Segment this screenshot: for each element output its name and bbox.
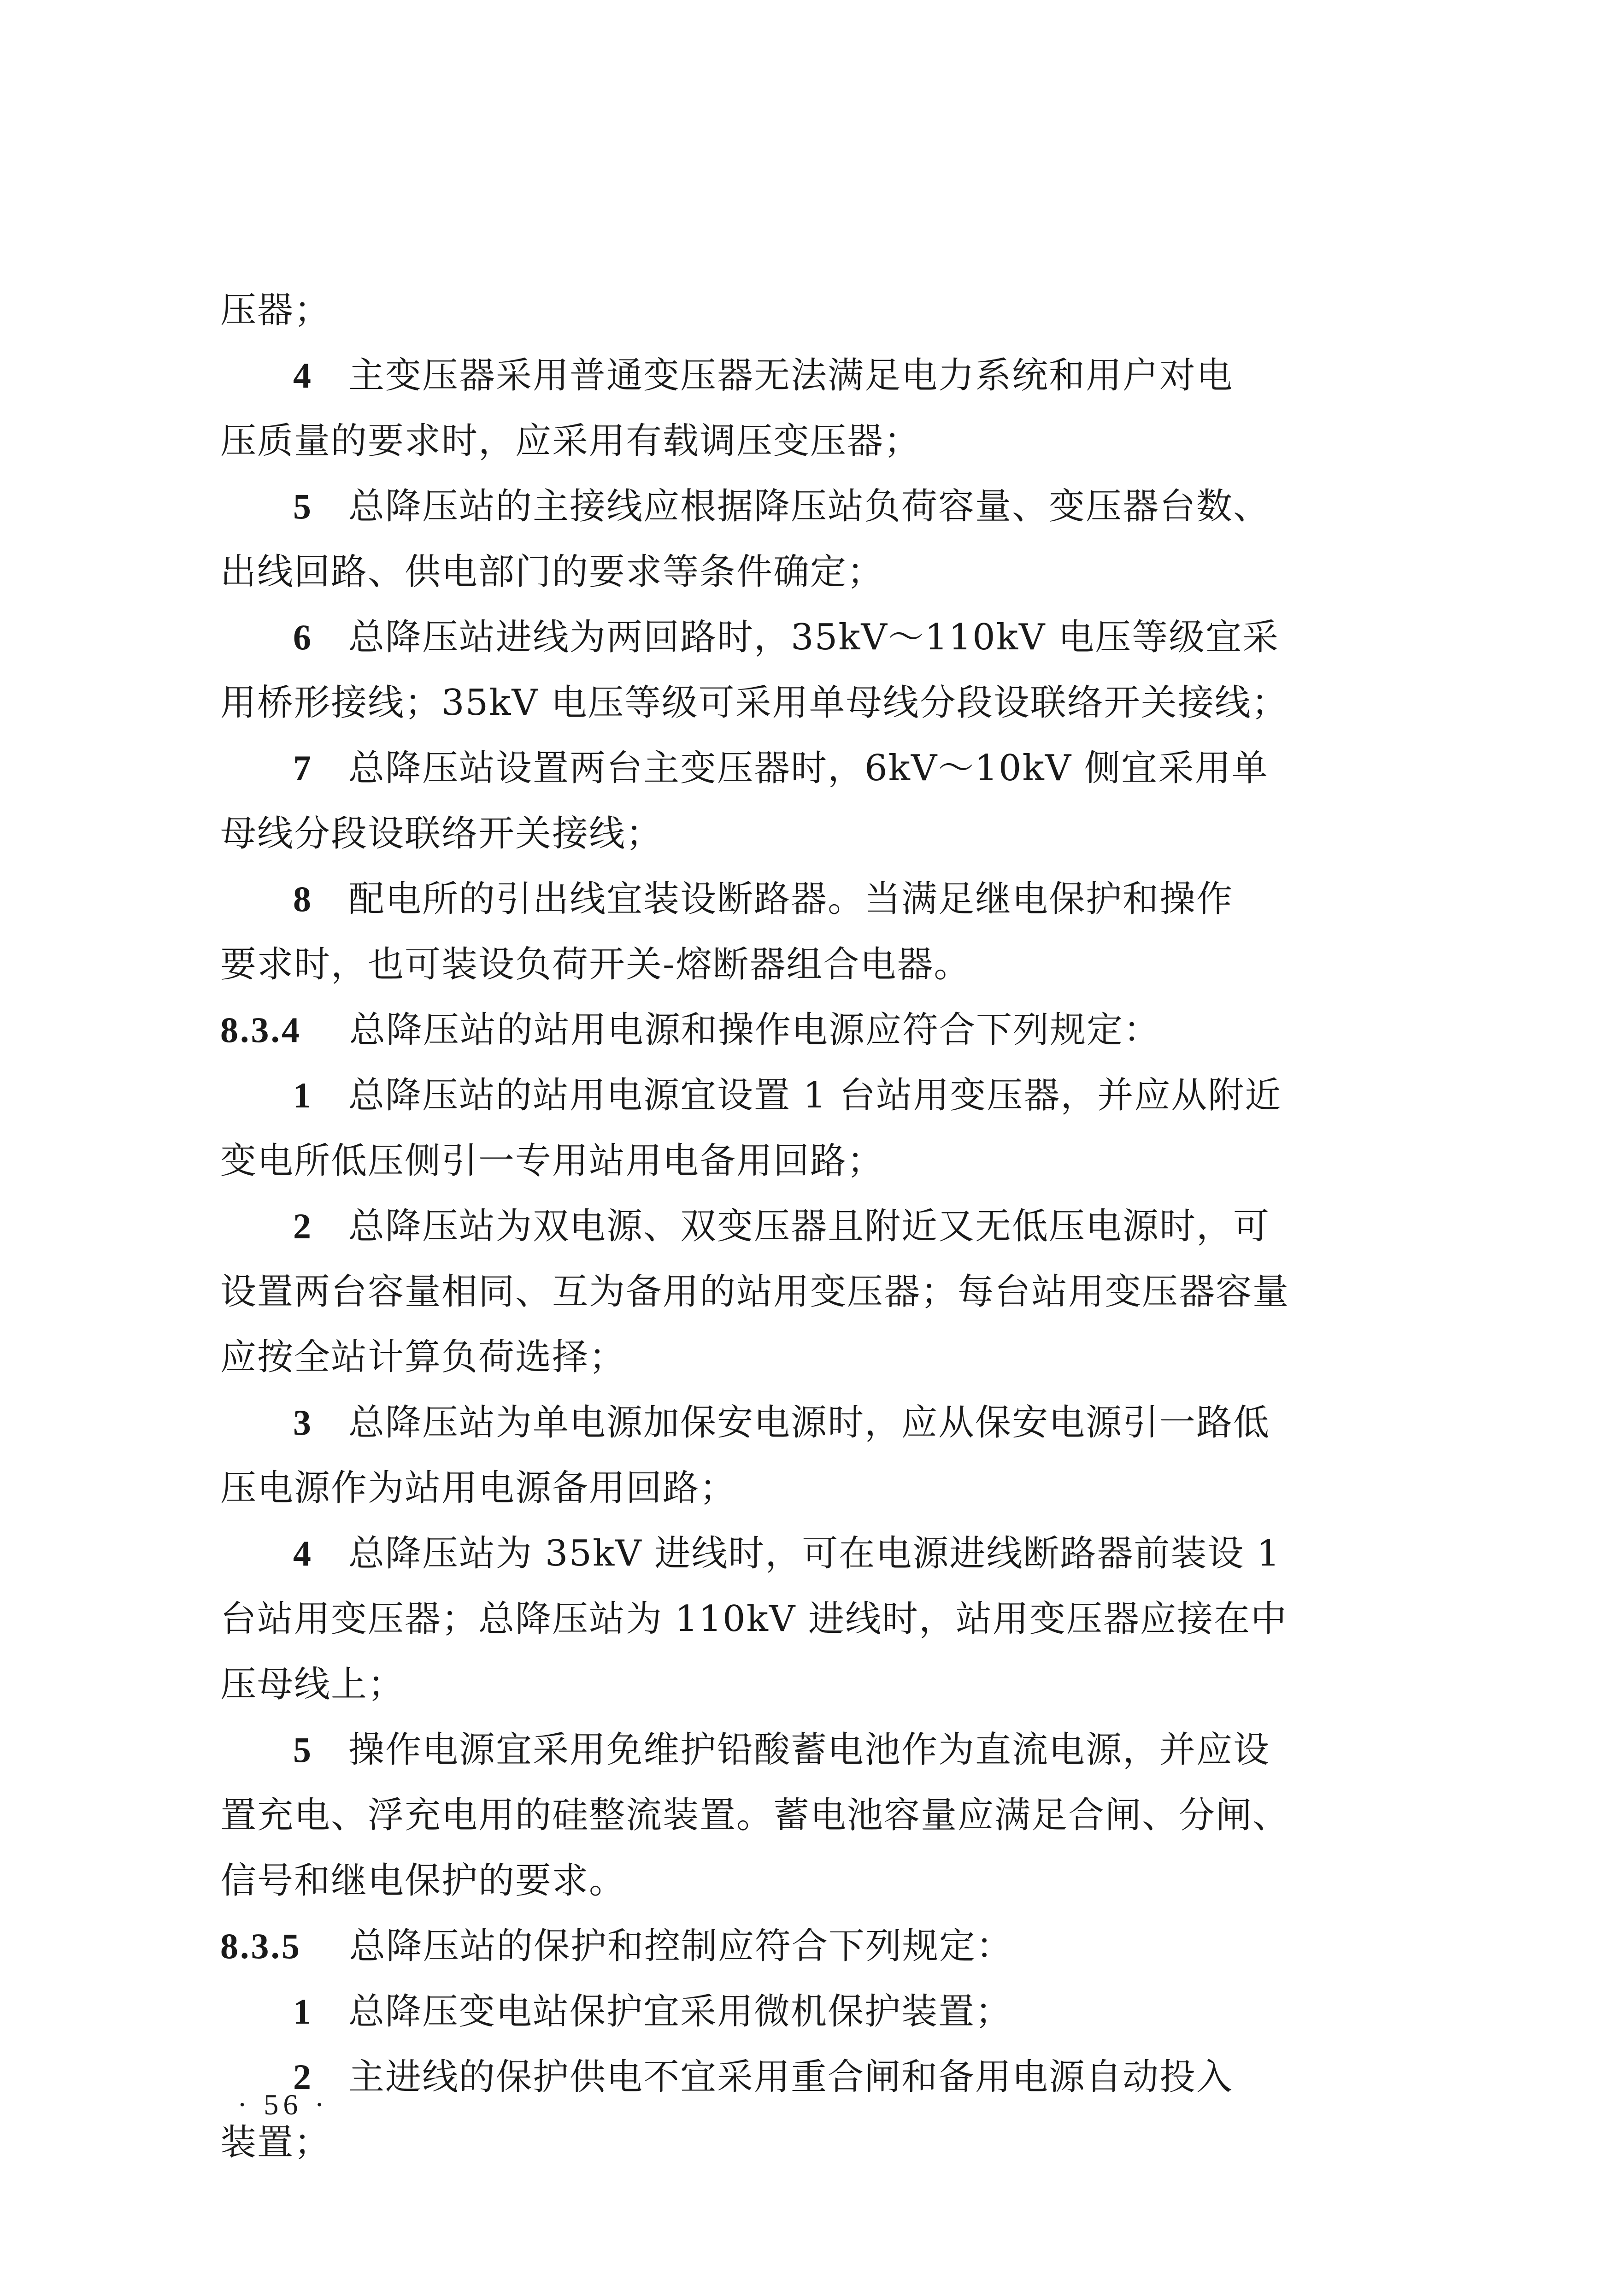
text-line: 压电源作为站用电源备用回路； xyxy=(220,1467,737,1509)
section-heading-line: 8.3.4 总降压站的站用电源和操作电源应符合下列规定： xyxy=(220,997,1358,1063)
text-line: 变电所低压侧引一专用站用电备用回路； xyxy=(220,1140,884,1182)
item-number: 2 xyxy=(293,2057,312,2097)
text-line: 母线分段设联络开关接线； xyxy=(220,813,663,854)
item-number: 3 xyxy=(293,1402,312,1442)
text-line: 置充电、浮充电用的硅整流装置。蓄电池容量应满足合闸、分闸、 xyxy=(220,1795,1290,1836)
list-item-line: 5 总降压站的主接线应根据降压站负荷容量、变压器台数、 xyxy=(220,474,1358,539)
text-line: 出线回路、供电部门的要求等条件确定； xyxy=(220,551,884,593)
text-line: 设置两台容量相同、互为备用的站用变压器；每台站用变压器容量 xyxy=(220,1271,1290,1313)
text-line: 信号和继电保护的要求。 xyxy=(220,1860,626,1902)
text-line: 压质量的要求时，应采用有载调压变压器； xyxy=(220,420,921,462)
list-item-line: 1 总降压站的站用电源宜设置 1 台站用变压器，并应从附近 xyxy=(220,1063,1358,1128)
item-number: 4 xyxy=(293,355,312,395)
text-line: 压母线上； xyxy=(220,1664,405,1705)
list-item-line: 1 总降压变电站保护宜采用微机保护装置； xyxy=(220,1979,1358,2044)
text-line: 应按全站计算负荷选择； xyxy=(220,1336,626,1378)
list-item-line: 4 总降压站为 35kV 进线时，可在电源进线断路器前装设 1 xyxy=(220,1521,1358,1586)
section-number: 8.3.4 xyxy=(220,1010,301,1050)
text-line: 台站用变压器；总降压站为 110kV 进线时，站用变压器应接在中 xyxy=(220,1598,1288,1640)
list-item-line: 4 主变压器采用普通变压器无法满足电力系统和用户对电 xyxy=(220,343,1358,408)
item-number: 8 xyxy=(293,879,312,919)
item-number: 1 xyxy=(293,1991,312,2031)
text-line: 用桥形接线；35kV 电压等级可采用单母线分段设联络开关接线； xyxy=(220,682,1288,724)
item-number: 7 xyxy=(293,748,312,788)
section-heading-line: 8.3.5 总降压站的保护和控制应符合下列规定： xyxy=(220,1913,1358,1979)
item-number: 5 xyxy=(293,486,312,526)
list-item-line: 8 配电所的引出线宜装设断路器。当满足继电保护和操作 xyxy=(220,866,1358,932)
item-number: 4 xyxy=(293,1533,312,1573)
list-item-line: 7 总降压站设置两台主变压器时，6kV～10kV 侧宜采用单 xyxy=(220,736,1358,801)
list-item-line: 5 操作电源宜采用免维护铅酸蓄电池作为直流电源，并应设 xyxy=(220,1717,1358,1783)
item-number: 1 xyxy=(293,1075,312,1115)
page-number: · 56 · xyxy=(237,2088,329,2121)
list-item-line: 2 总降压站为双电源、双变压器且附近又无低压电源时，可 xyxy=(220,1194,1358,1259)
list-item-line: 2 主进线的保护供电不宜采用重合闸和备用电源自动投入 xyxy=(220,2044,1358,2110)
list-item-line: 3 总降压站为单电源加保安电源时，应从保安电源引一路低 xyxy=(220,1390,1358,1455)
list-item-line: 6 总降压站进线为两回路时，35kV～110kV 电压等级宜采 xyxy=(220,605,1358,670)
document-body xyxy=(220,277,1358,2175)
text-line: 压器； xyxy=(220,289,331,331)
text-line: 装置； xyxy=(220,2122,331,2163)
item-number: 5 xyxy=(293,1730,312,1770)
item-number: 2 xyxy=(293,1206,312,1246)
item-number: 6 xyxy=(293,617,312,657)
section-number: 8.3.5 xyxy=(220,1926,301,1966)
text-line: 要求时，也可装设负荷开关-熔断器组合电器。 xyxy=(220,944,971,985)
